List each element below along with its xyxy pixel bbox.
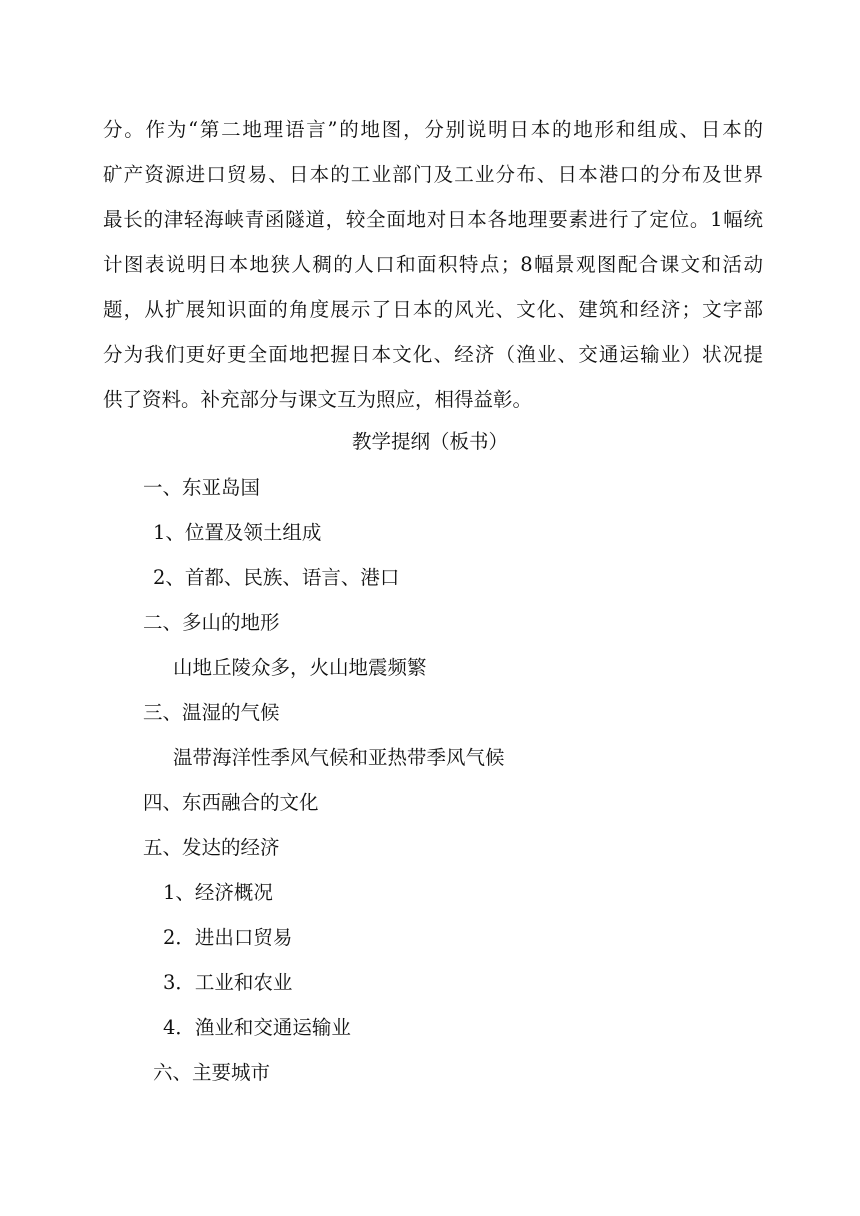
outline-subitem: 2、首都、民族、语言、港口 xyxy=(153,566,400,589)
paragraph-line: 分为我们更好更全面地把握日本文化、经济（渔业、交通运输业）状况提 xyxy=(103,343,763,366)
outline-detail: 温带海洋性季风气候和亚热带季风气候 xyxy=(173,746,505,769)
paragraph-line: 最长的津轻海峡青函隧道，较全面地对日本各地理要素进行了定位。1幅统 xyxy=(103,208,763,231)
paragraph-line: 矿产资源进口贸易、日本的工业部门及工业分布、日本港口的分布及世界 xyxy=(103,163,763,186)
outline-title: 教学提纲（板书） xyxy=(351,430,508,453)
outline-heading-2: 二、多山的地形 xyxy=(143,611,280,634)
outline-subitem: 2．进出口贸易 xyxy=(163,926,293,949)
outline-subitem: 3．工业和农业 xyxy=(163,971,293,994)
outline-heading-3: 三、温湿的气候 xyxy=(143,701,280,724)
paragraph-line: 计图表说明日本地狭人稠的人口和面积特点；8幅景观图配合课文和活动 xyxy=(103,253,763,276)
outline-heading-4: 四、东西融合的文化 xyxy=(143,791,319,814)
outline-detail: 山地丘陵众多，火山地震频繁 xyxy=(173,656,427,679)
outline-heading-1: 一、东亚岛国 xyxy=(143,476,261,499)
paragraph-line: 题，从扩展知识面的角度展示了日本的风光、文化、建筑和经济；文字部 xyxy=(103,298,763,321)
outline-heading-6: 六、主要城市 xyxy=(153,1061,271,1084)
outline-subitem: 4．渔业和交通运输业 xyxy=(163,1016,351,1039)
outline-heading-5: 五、发达的经济 xyxy=(143,836,280,859)
body-paragraph xyxy=(103,107,763,422)
paragraph-line: 分。作为“第二地理语言”的地图，分别说明日本的地形和组成、日本的 xyxy=(103,118,763,141)
outline-subitem: 1、位置及领土组成 xyxy=(153,521,322,544)
outline-subitem: 1、经济概况 xyxy=(163,881,273,904)
paragraph-line: 供了资料。补充部分与课文互为照应，相得益彰。 xyxy=(103,388,533,411)
